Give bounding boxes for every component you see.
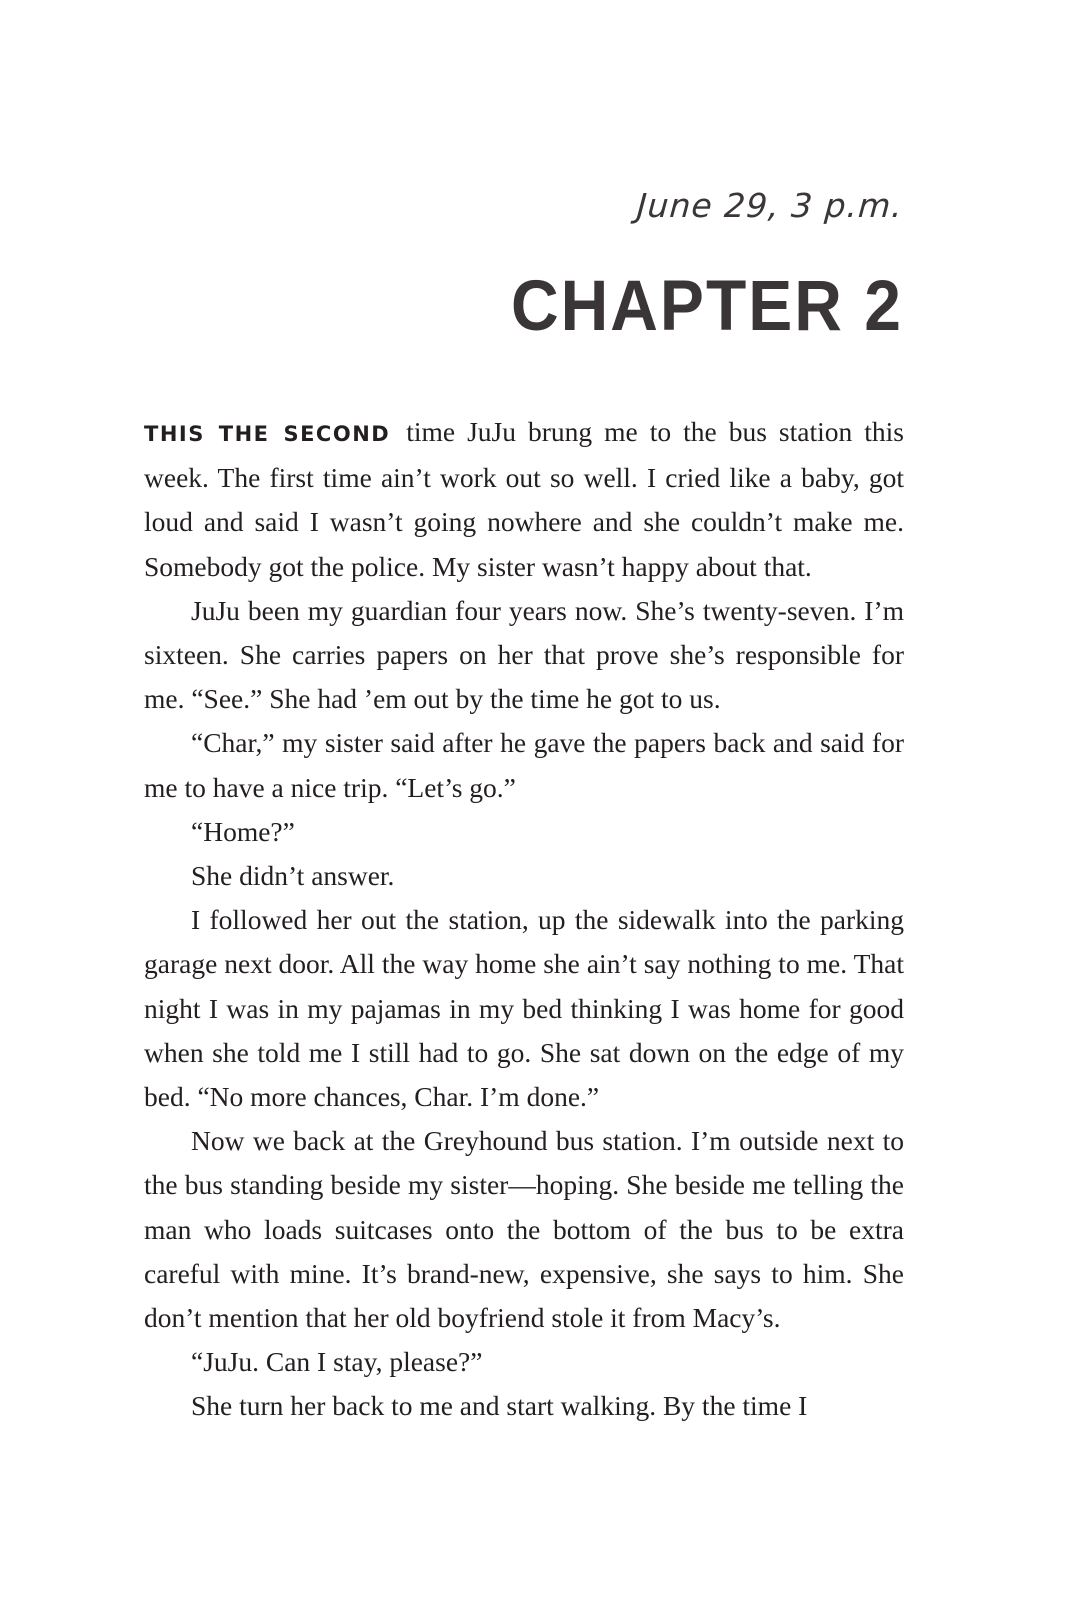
paragraph-1 (144, 410, 904, 589)
paragraph-9: She turn her back to me and start walking. By the time I (191, 1390, 808, 1422)
paragraph-1-text: time JuJu brung me to the bus station this week. The first time ain’t work out so well. I cried like a baby, got loud and said I wasn’t going nowhere and she couldn’t make me. Somebody got the police. My sister wasn’t happy about that. (144, 416, 904, 582)
chapter-title: CHAPTER 2 (510, 264, 903, 345)
paragraph-5: She didn’t answer. (191, 860, 395, 892)
chapter-dateline: June 29, 3 p.m. (635, 186, 905, 225)
paragraph-4: “Home?” (191, 815, 295, 847)
paragraph-6: I followed her out the station, up the sidewalk into the parking garage next door. All the way home she ain’t say nothing to me. That night I was in my pajamas in my bed thinking I was home for good when she told me I still had to go. She sat down on the edge of my bed. “No more chances, Char. I’m done.” (144, 904, 904, 1113)
paragraph-3: “Char,” my sister said after he gave the papers back and said for me to have a nice trip. “Let’s go.” (144, 727, 904, 803)
paragraph-8: “JuJu. Can I stay, please?” (191, 1346, 483, 1378)
chapter-body (144, 410, 904, 1429)
paragraph-7: Now we back at the Greyhound bus station. I’m outside next to the bus standing beside my sister—hoping. She beside me telling the man who loads suitcases onto the bottom of the bus to be extra careful with mine. It’s brand-new, expensive, she says to him. She don’t mention that her old boyfriend stole it from Macy’s. (144, 1125, 904, 1334)
paragraph-2: JuJu been my guardian four years now. She’s twenty-seven. I’m sixteen. She carries papers on her that prove she’s responsible for me. “See.” She had ’em out by the time he got to us. (144, 594, 904, 715)
lead-in-caps: THIS THE SECOND (144, 422, 391, 446)
